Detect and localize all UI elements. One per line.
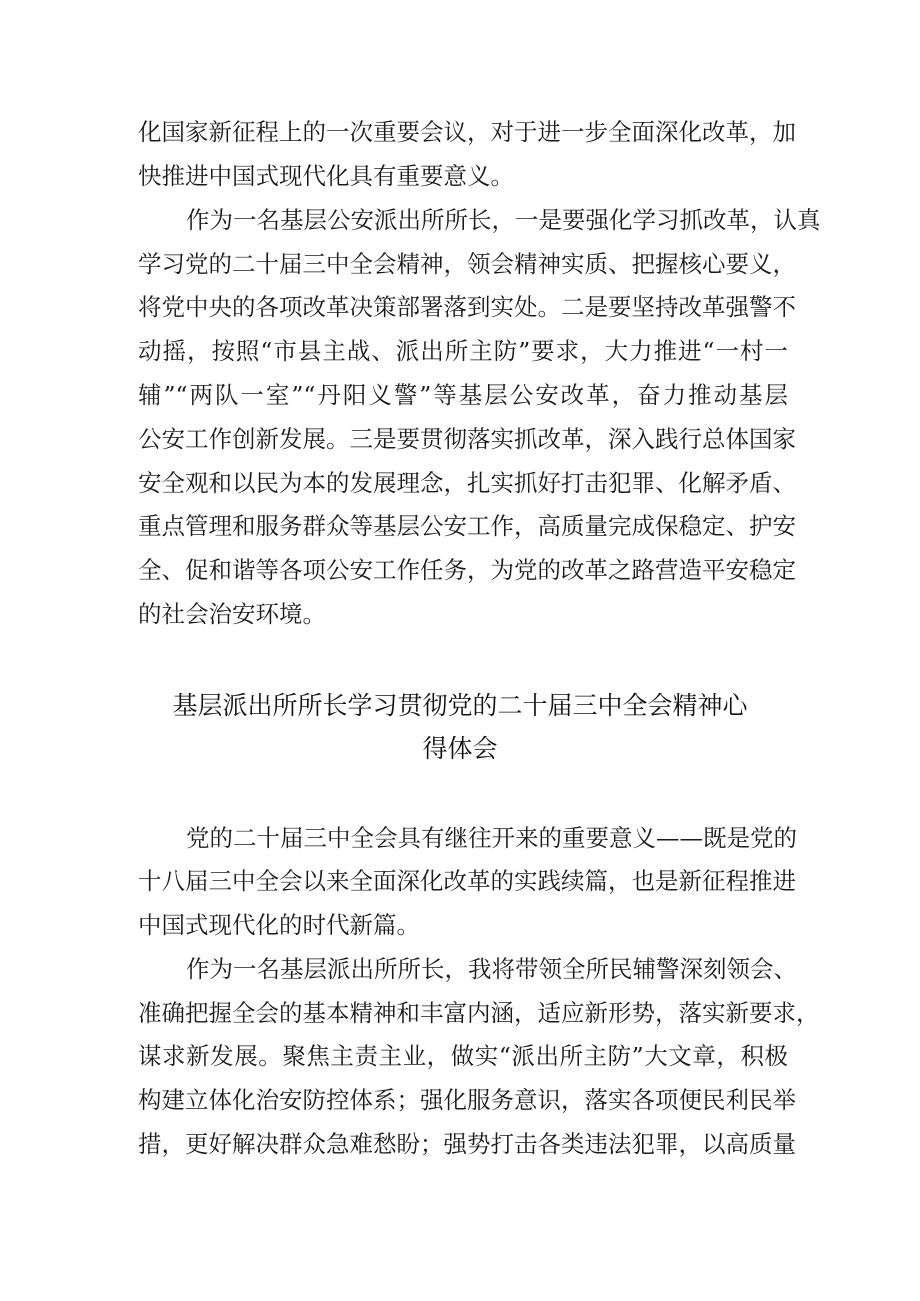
paragraph-line: 动摇，按照“市县主战、派出所主防”要求，大力推进“一村一 xyxy=(138,337,788,365)
paragraph-line: 准确把握全会的基本精神和丰富内涵，适应新形势，落实新要求， xyxy=(138,999,820,1027)
paragraph-line: 重点管理和服务群众等基层公安工作，高质量完成保稳定、护安 xyxy=(138,512,796,540)
paragraph-line: 快推进中国式现代化具有重要意义。 xyxy=(138,162,514,190)
paragraph-line: 谋求新发展。聚焦主责主业，做实“派出所主防”大文章，积极 xyxy=(138,1042,788,1070)
paragraph-line: 公安工作创新发展。三是要贯彻落实抓改革，深入践行总体国家 xyxy=(138,425,796,453)
paragraph-line: 化国家新征程上的一次重要会议，对于进一步全面深化改革，加 xyxy=(138,118,796,146)
paragraph-line: 全、促和谐等各项公安工作任务，为党的改革之路营造平安稳定 xyxy=(138,556,796,584)
paragraph-line: 安全观和以民为本的发展理念，扎实抓好打击犯罪、化解矛盾、 xyxy=(138,469,796,497)
article-title-line-1: 基层派出所所长学习贯彻党的二十届三中全会精神心 xyxy=(172,691,748,720)
paragraph-line: 将党中央的各项改革决策部署落到实处。二是要坚持改革强警不 xyxy=(138,293,796,321)
paragraph-line: 作为一名基层派出所所长，我将带领全所民辅警深刻领会、 xyxy=(186,955,797,983)
paragraph-line: 党的二十届三中全会具有继往开来的重要意义——既是党的 xyxy=(186,824,797,852)
paragraph-line: 十八届三中全会以来全面深化改革的实践续篇，也是新征程推进 xyxy=(138,867,796,895)
paragraph-line: 的社会治安环境。 xyxy=(138,600,326,628)
paragraph-line: 作为一名基层公安派出所所长，一是要强化学习抓改革，认真 xyxy=(186,206,821,234)
paragraph-line: 构建立体化治安防控体系；强化服务意识，落实各项便民利民举 xyxy=(138,1086,796,1114)
paragraph-line: 学习党的二十届三中全会精神，领会精神实质、把握核心要义， xyxy=(138,250,796,278)
paragraph-line: 中国式现代化的时代新篇。 xyxy=(138,911,420,939)
article-title-line-2: 得体会 xyxy=(422,734,498,763)
paragraph-line: 措，更好解决群众急难愁盼；强势打击各类违法犯罪，以高质量 xyxy=(138,1130,796,1158)
paragraph-line: 辅”“两队一室”“丹阳义警”等基层公安改革，奋力推动基层 xyxy=(138,381,788,409)
